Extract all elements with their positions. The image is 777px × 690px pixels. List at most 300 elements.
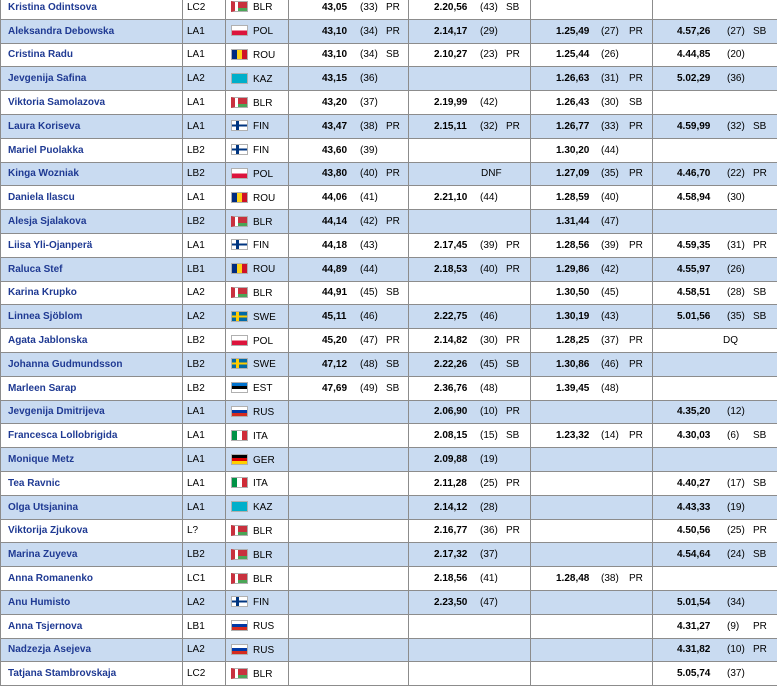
result-time: 5.02,29 <box>677 73 711 85</box>
class-code: LA1 <box>183 91 226 115</box>
result-c1 <box>289 424 409 448</box>
result-c4 <box>653 67 777 91</box>
nation-cell <box>226 662 289 686</box>
athlete-name: Viktoria Samolazova <box>1 91 183 115</box>
result-rank: (9) <box>727 620 740 632</box>
result-rank: (48) <box>601 382 619 394</box>
table-row <box>1 329 777 353</box>
nation-cell <box>226 329 289 353</box>
nation-code: BLR <box>253 287 273 299</box>
result-time: 2.20,56 <box>434 1 468 13</box>
result-c2 <box>409 210 531 234</box>
result-note: PR <box>629 335 643 347</box>
result-time: 2.22,26 <box>434 358 468 370</box>
result-rank: (32) <box>727 120 745 132</box>
class-code: LA2 <box>183 67 226 91</box>
result-rank: (29) <box>480 25 498 37</box>
result-status: DQ <box>723 335 738 347</box>
result-rank: (6) <box>727 430 740 442</box>
result-time: 4.46,70 <box>677 168 711 180</box>
result-c4 <box>653 638 777 662</box>
result-time: 43,10 <box>322 25 348 37</box>
table-row <box>1 614 777 638</box>
result-rank: (49) <box>360 382 378 394</box>
flag-icon <box>231 596 248 607</box>
nation-code: BLR <box>253 97 273 109</box>
result-note: PR <box>386 168 400 180</box>
table-row <box>1 471 777 495</box>
result-time: 2.16,77 <box>434 525 468 537</box>
result-time: 1.28,56 <box>556 239 590 251</box>
result-c2 <box>409 138 531 162</box>
athlete-name: Kristina Odintsova <box>1 0 183 19</box>
result-c3 <box>531 471 653 495</box>
result-c3 <box>531 281 653 305</box>
athlete-name: Alesja Sjalakova <box>1 210 183 234</box>
result-time: 44,89 <box>322 263 348 275</box>
result-c1 <box>289 590 409 614</box>
class-code: LA1 <box>183 233 226 257</box>
result-rank: (28) <box>480 501 498 513</box>
table-row <box>1 567 777 591</box>
result-rank: (46) <box>360 311 378 323</box>
result-c2 <box>409 543 531 567</box>
result-rank: (37) <box>360 97 378 109</box>
result-time: 1.26,43 <box>556 97 590 109</box>
result-time: 45,20 <box>322 335 348 347</box>
result-rank: (40) <box>601 192 619 204</box>
result-note: PR <box>753 168 767 180</box>
result-rank: (33) <box>601 120 619 132</box>
athlete-name: Aleksandra Debowska <box>1 19 183 43</box>
result-c2 <box>409 162 531 186</box>
nation-code: SWE <box>253 359 276 371</box>
result-c2 <box>409 114 531 138</box>
result-rank: (42) <box>480 97 498 109</box>
nation-code: KAZ <box>253 502 273 514</box>
athlete-name: Tea Ravnic <box>1 471 183 495</box>
athlete-name: Daniela Ilascu <box>1 186 183 210</box>
nation-cell <box>226 186 289 210</box>
nation-cell <box>226 210 289 234</box>
result-note: PR <box>629 239 643 251</box>
result-rank: (46) <box>480 311 498 323</box>
result-rank: (30) <box>601 97 619 109</box>
class-code: LA1 <box>183 114 226 138</box>
result-c1 <box>289 352 409 376</box>
nation-cell <box>226 424 289 448</box>
athlete-name: Cristina Radu <box>1 43 183 67</box>
result-c4 <box>653 114 777 138</box>
result-rank: (28) <box>727 287 745 299</box>
result-note: PR <box>753 525 767 537</box>
result-time: 1.25,44 <box>556 49 590 61</box>
athlete-name: Monique Metz <box>1 448 183 472</box>
result-rank: (30) <box>727 192 745 204</box>
result-status: DNF <box>481 168 502 180</box>
flag-icon <box>231 406 248 417</box>
table-row <box>1 257 777 281</box>
result-time: 1.28,48 <box>556 573 590 585</box>
result-time: 2.21,10 <box>434 192 468 204</box>
result-c3 <box>531 0 653 19</box>
table-row <box>1 43 777 67</box>
result-c2 <box>409 186 531 210</box>
table-row <box>1 210 777 234</box>
nation-code: FIN <box>253 597 270 609</box>
result-note: PR <box>506 406 520 418</box>
result-rank: (34) <box>360 25 378 37</box>
result-c2 <box>409 91 531 115</box>
result-c4 <box>653 162 777 186</box>
result-time: 2.18,53 <box>434 263 468 275</box>
flag-icon <box>231 382 248 393</box>
class-code: LA2 <box>183 638 226 662</box>
table-row <box>1 376 777 400</box>
result-rank: (24) <box>727 549 745 561</box>
result-rank: (26) <box>727 263 745 275</box>
result-c2 <box>409 43 531 67</box>
result-time: 1.30,50 <box>556 287 590 299</box>
result-c4 <box>653 43 777 67</box>
result-time: 2.11,28 <box>434 477 467 489</box>
flag-icon <box>231 668 248 679</box>
result-note: SB <box>386 358 400 370</box>
result-c3 <box>531 448 653 472</box>
result-note: PR <box>629 25 643 37</box>
athlete-name: Liisa Yli-Ojanperä <box>1 233 183 257</box>
result-rank: (15) <box>480 430 498 442</box>
nation-code: POL <box>253 335 274 347</box>
result-rank: (42) <box>601 263 619 275</box>
result-c4 <box>653 0 777 19</box>
table-row <box>1 186 777 210</box>
athlete-name: Johanna Gudmundsson <box>1 352 183 376</box>
athlete-name: Laura Koriseva <box>1 114 183 138</box>
nation-cell <box>226 471 289 495</box>
nation-cell <box>226 19 289 43</box>
result-rank: (26) <box>601 49 619 61</box>
result-time: 4.30,03 <box>677 430 711 442</box>
nation-cell <box>226 257 289 281</box>
nation-code: SWE <box>253 311 276 323</box>
result-c4 <box>653 400 777 424</box>
table-row <box>1 305 777 329</box>
class-code: LA2 <box>183 590 226 614</box>
result-time: 4.40,27 <box>677 477 711 489</box>
athlete-name: Anna Romanenko <box>1 567 183 591</box>
result-c1 <box>289 543 409 567</box>
result-c2 <box>409 257 531 281</box>
result-note: SB <box>629 97 643 109</box>
result-time: 43,15 <box>322 73 348 85</box>
nation-cell <box>226 543 289 567</box>
result-rank: (22) <box>727 168 745 180</box>
result-rank: (47) <box>480 596 498 608</box>
table-row <box>1 0 777 19</box>
result-c3 <box>531 19 653 43</box>
table-row <box>1 424 777 448</box>
result-time: 1.28,59 <box>556 192 590 204</box>
flag-icon <box>231 192 248 203</box>
table-row <box>1 114 777 138</box>
result-rank: (12) <box>727 406 745 418</box>
result-c1 <box>289 233 409 257</box>
result-note: PR <box>629 430 643 442</box>
result-note: PR <box>629 73 643 85</box>
result-note: PR <box>506 525 520 537</box>
nation-code: ROU <box>253 264 276 276</box>
result-c2 <box>409 305 531 329</box>
class-code: LB2 <box>183 352 226 376</box>
result-note: SB <box>753 120 767 132</box>
flag-icon <box>231 1 248 12</box>
nation-code: BLR <box>253 2 273 14</box>
result-c1 <box>289 162 409 186</box>
result-note: PR <box>386 216 400 228</box>
flag-icon <box>231 168 248 179</box>
table-row <box>1 233 777 257</box>
result-time: 2.14,12 <box>434 501 468 513</box>
result-rank: (41) <box>360 192 378 204</box>
nation-code: GER <box>253 454 275 466</box>
result-c2 <box>409 471 531 495</box>
nation-cell <box>226 91 289 115</box>
nation-cell <box>226 114 289 138</box>
result-c2 <box>409 495 531 519</box>
result-c3 <box>531 638 653 662</box>
class-code: LB2 <box>183 162 226 186</box>
result-note: PR <box>506 239 520 251</box>
result-rank: (36) <box>480 525 498 537</box>
nation-cell <box>226 376 289 400</box>
class-code: LC2 <box>183 0 226 19</box>
result-rank: (10) <box>727 644 745 656</box>
result-note: PR <box>506 263 520 275</box>
result-time: 43,20 <box>322 97 348 109</box>
table-row <box>1 590 777 614</box>
result-time: 45,11 <box>322 311 347 323</box>
result-c3 <box>531 614 653 638</box>
flag-icon <box>231 239 248 250</box>
result-time: 2.14,17 <box>434 25 468 37</box>
result-rank: (43) <box>360 239 378 251</box>
result-rank: (43) <box>601 311 619 323</box>
result-c1 <box>289 567 409 591</box>
nation-cell <box>226 0 289 19</box>
result-c3 <box>531 329 653 353</box>
result-note: SB <box>753 549 767 561</box>
result-time: 4.31,27 <box>677 620 711 632</box>
flag-icon <box>231 49 248 60</box>
result-time: 47,12 <box>322 358 348 370</box>
result-rank: (19) <box>480 454 498 466</box>
athlete-name: Agata Jablonska <box>1 329 183 353</box>
table-row <box>1 162 777 186</box>
result-c4 <box>653 424 777 448</box>
result-rank: (34) <box>727 596 745 608</box>
nation-code: KAZ <box>253 73 273 85</box>
result-time: 1.23,32 <box>556 430 590 442</box>
class-code: LA1 <box>183 43 226 67</box>
result-c2 <box>409 590 531 614</box>
result-c4 <box>653 138 777 162</box>
result-time: 5.01,54 <box>677 596 711 608</box>
result-time: 1.30,19 <box>556 311 590 323</box>
nation-code: BLR <box>253 668 273 680</box>
result-rank: (41) <box>480 573 498 585</box>
result-c1 <box>289 138 409 162</box>
result-c1 <box>289 471 409 495</box>
nation-code: ROU <box>253 192 276 204</box>
nation-cell <box>226 43 289 67</box>
result-note: SB <box>753 430 767 442</box>
result-note: SB <box>753 287 767 299</box>
nation-cell <box>226 305 289 329</box>
table-row <box>1 638 777 662</box>
result-rank: (44) <box>601 144 619 156</box>
result-time: 5.05,74 <box>677 668 711 680</box>
result-rank: (33) <box>360 1 378 13</box>
nation-code: EST <box>253 383 273 395</box>
class-code: LC2 <box>183 662 226 686</box>
result-c3 <box>531 424 653 448</box>
result-time: 1.30,86 <box>556 358 590 370</box>
result-time: 2.18,56 <box>434 573 468 585</box>
nation-code: FIN <box>253 240 270 252</box>
table-row <box>1 543 777 567</box>
result-c1 <box>289 114 409 138</box>
nation-code: POL <box>253 26 274 38</box>
result-c4 <box>653 210 777 234</box>
class-code: LA2 <box>183 305 226 329</box>
result-note: PR <box>386 1 400 13</box>
nation-cell <box>226 590 289 614</box>
athlete-name: Karina Krupko <box>1 281 183 305</box>
result-note: PR <box>506 477 520 489</box>
result-note: PR <box>753 620 767 632</box>
result-rank: (40) <box>480 263 498 275</box>
result-c3 <box>531 662 653 686</box>
result-rank: (48) <box>480 382 498 394</box>
result-time: 4.43,33 <box>677 501 711 513</box>
result-c1 <box>289 638 409 662</box>
result-c2 <box>409 614 531 638</box>
result-c1 <box>289 495 409 519</box>
result-time: 43,80 <box>322 168 348 180</box>
nation-cell <box>226 400 289 424</box>
result-rank: (40) <box>360 168 378 180</box>
result-c3 <box>531 233 653 257</box>
result-rank: (37) <box>480 549 498 561</box>
result-rank: (47) <box>360 335 378 347</box>
result-time: 44,18 <box>322 239 348 251</box>
result-c1 <box>289 662 409 686</box>
class-code: LB2 <box>183 543 226 567</box>
result-time: 4.59,99 <box>677 120 711 132</box>
result-time: 44,06 <box>322 192 348 204</box>
athlete-name: Kinga Wozniak <box>1 162 183 186</box>
result-c1 <box>289 400 409 424</box>
class-code: LB1 <box>183 257 226 281</box>
athlete-name: Francesca Lollobrigida <box>1 424 183 448</box>
nation-cell <box>226 495 289 519</box>
result-c2 <box>409 67 531 91</box>
result-rank: (36) <box>360 73 378 85</box>
result-c1 <box>289 614 409 638</box>
flag-icon <box>231 25 248 36</box>
athlete-name: Jevgenija Dmitrijeva <box>1 400 183 424</box>
result-rank: (45) <box>360 287 378 299</box>
result-rank: (30) <box>480 335 498 347</box>
flag-icon <box>231 120 248 131</box>
flag-icon <box>231 501 248 512</box>
result-time: 4.58,94 <box>677 192 711 204</box>
class-code: LB2 <box>183 138 226 162</box>
flag-icon <box>231 573 248 584</box>
result-c3 <box>531 305 653 329</box>
nation-cell <box>226 567 289 591</box>
result-rank: (32) <box>480 120 498 132</box>
result-c1 <box>289 519 409 543</box>
table-row <box>1 138 777 162</box>
flag-icon <box>231 358 248 369</box>
result-time: 4.54,64 <box>677 549 711 561</box>
result-time: 2.15,11 <box>434 120 467 132</box>
result-c4 <box>653 376 777 400</box>
result-rank: (38) <box>601 573 619 585</box>
result-c1 <box>289 257 409 281</box>
flag-icon <box>231 430 248 441</box>
result-c1 <box>289 67 409 91</box>
result-note: PR <box>753 644 767 656</box>
result-rank: (45) <box>480 358 498 370</box>
result-note: PR <box>629 168 643 180</box>
result-c4 <box>653 495 777 519</box>
result-c3 <box>531 114 653 138</box>
result-c3 <box>531 400 653 424</box>
result-rank: (23) <box>480 49 498 61</box>
result-c4 <box>653 567 777 591</box>
class-code: LA1 <box>183 448 226 472</box>
athlete-name: Viktorija Zjukova <box>1 519 183 543</box>
table-row <box>1 352 777 376</box>
result-rank: (31) <box>601 73 619 85</box>
result-rank: (27) <box>601 25 619 37</box>
result-c4 <box>653 91 777 115</box>
athlete-name: Anna Tsjernova <box>1 614 183 638</box>
nation-cell <box>226 519 289 543</box>
table-row <box>1 67 777 91</box>
result-note: PR <box>386 335 400 347</box>
result-time: 1.26,63 <box>556 73 590 85</box>
result-rank: (35) <box>727 311 745 323</box>
result-rank: (10) <box>480 406 498 418</box>
result-c3 <box>531 43 653 67</box>
result-c1 <box>289 305 409 329</box>
result-c4 <box>653 257 777 281</box>
result-c1 <box>289 281 409 305</box>
result-rank: (25) <box>727 525 745 537</box>
result-time: 44,91 <box>322 287 348 299</box>
result-time: 2.36,76 <box>434 382 468 394</box>
nation-cell <box>226 138 289 162</box>
athlete-name: Marina Zuyeva <box>1 543 183 567</box>
result-c2 <box>409 448 531 472</box>
nation-code: ITA <box>253 478 268 490</box>
result-note: SB <box>753 477 767 489</box>
result-c2 <box>409 567 531 591</box>
